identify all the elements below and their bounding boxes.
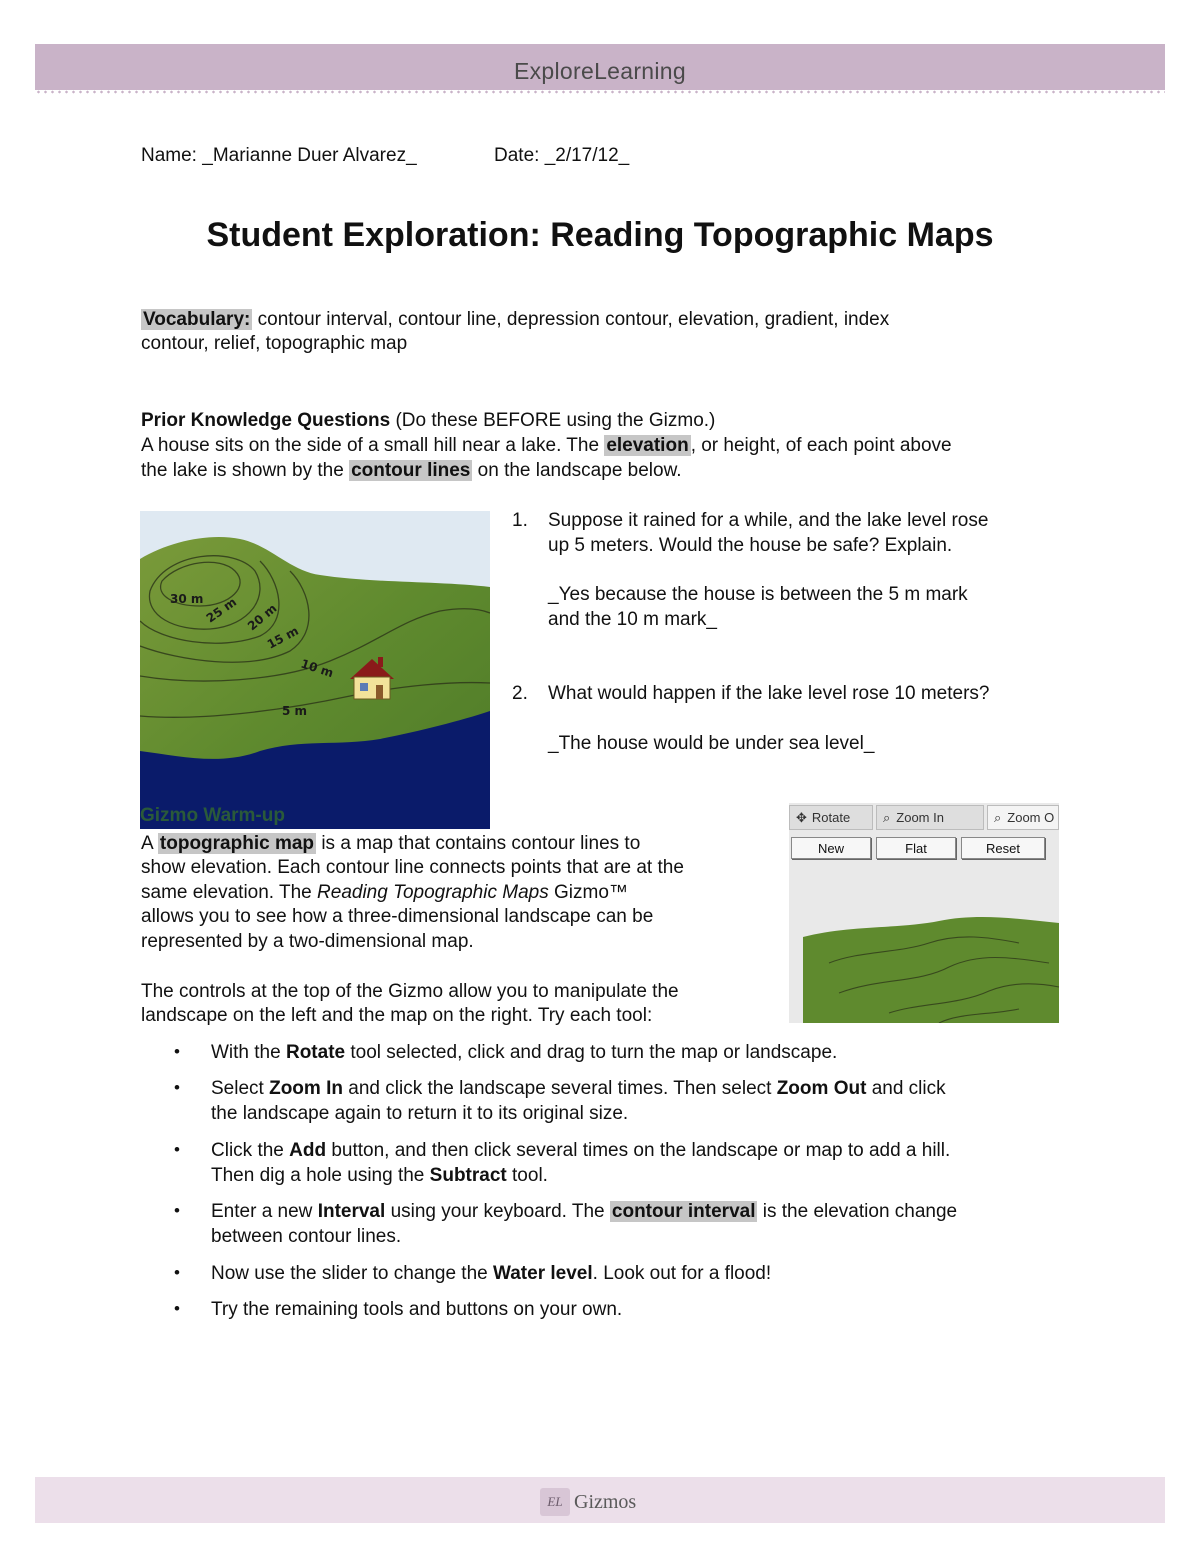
answer-1-line-2: and the 10 m mark_ [548, 609, 717, 630]
label-30m: 30 m [170, 592, 204, 606]
bullet-3-line-1 [211, 1138, 950, 1163]
text-span: the lake is shown by the [141, 460, 344, 481]
vocabulary-line-1 [141, 307, 889, 332]
name-label: Name: [141, 145, 197, 166]
term-rotate: Rotate [285, 1042, 346, 1063]
text-span: With the [211, 1042, 281, 1063]
new-button[interactable]: New [791, 837, 871, 859]
bullet-icon: • [174, 1078, 180, 1097]
vocabulary-label: Vocabulary: [143, 309, 251, 330]
page-title: Student Exploration: Reading Topographic Maps [206, 216, 994, 254]
term-contour-interval: contour interval [611, 1201, 756, 1222]
warmup-p1-line-5: represented by a two-dimensional map. [141, 931, 474, 952]
text-span: same elevation. The [141, 882, 312, 903]
term-contour-lines: contour lines [351, 460, 471, 481]
warmup-p1-line-1 [141, 831, 640, 856]
vocabulary-terms-1: contour interval, contour line, depression contour, elevation, gradient, index [257, 309, 890, 330]
date-label: Date: [494, 145, 540, 166]
gizmo-landscape-preview [789, 863, 1059, 1023]
gizmo-title-italic: Reading Topographic Maps [317, 882, 549, 903]
answer-1-line-1: _Yes because the house is between the 5 m mark [548, 584, 968, 605]
vocabulary-terms-2: contour, relief, topographic map [141, 333, 408, 354]
term-add: Add [289, 1140, 327, 1161]
text-span: is the elevation change [762, 1201, 958, 1222]
text-span: tool. [512, 1165, 548, 1186]
rotate-tool-button[interactable] [789, 805, 873, 830]
label-15m: 15 m [264, 623, 301, 652]
text-span: Then dig a hole using the [211, 1165, 425, 1186]
prior-knowledge-note: (Do these BEFORE using the Gizmo.) [395, 410, 716, 431]
text-span: A house sits on the side of a small hill near a lake. The [141, 435, 600, 456]
bullet-3-line-2 [211, 1163, 548, 1188]
text-span: on the landscape below. [477, 460, 682, 481]
term-elevation: elevation [606, 435, 689, 456]
question-2-line-1: What would happen if the lake level rose 10 meters? [548, 683, 990, 704]
bullet-icon: • [174, 1140, 180, 1159]
bullet-2-line-2: the landscape again to return it to its original size. [211, 1103, 629, 1124]
term-interval: Interval [317, 1201, 386, 1222]
term-topographic-map: topographic map [159, 833, 315, 854]
label-25m: 25 m [203, 594, 240, 626]
text-span: . Look out for a flood! [592, 1263, 772, 1284]
text-span: , or height, of each point above [690, 435, 952, 456]
text-span: tool selected, click and drag to turn the map or landscape. [350, 1042, 838, 1063]
question-1-line-2: up 5 meters. Would the house be safe? Explain. [548, 535, 953, 556]
warmup-p2-line-2: landscape on the left and the map on the right. Try each tool: [141, 1005, 653, 1026]
label-10m: 10 m [299, 656, 336, 681]
text-span: using your keyboard. The [390, 1201, 605, 1222]
label-20m: 20 m [244, 601, 280, 634]
prior-knowledge-line-2 [141, 458, 682, 483]
gizmos-logo-text: Gizmos [574, 1490, 637, 1513]
text-span: and click [871, 1078, 946, 1099]
zoom-out-tool-button[interactable] [987, 805, 1059, 830]
question-2-number: 2. [512, 683, 528, 704]
bullet-icon: • [174, 1299, 180, 1318]
magnifier-icon: ⌕ [883, 809, 891, 825]
bullet-4-line-1 [211, 1199, 957, 1224]
name-value: _Marianne Duer Alvarez_ [202, 145, 417, 166]
prior-knowledge-title: Prior Knowledge Questions [141, 410, 391, 431]
name-line [141, 143, 417, 168]
text-span: is a map that contains contour lines to [321, 833, 641, 854]
text-span: Gizmo™ [554, 882, 628, 903]
text-span: button, and then click several times on the landscape or map to add a hill. [331, 1140, 951, 1161]
text-span: Now use the slider to change the [211, 1263, 488, 1284]
term-water-level: Water level [493, 1263, 593, 1284]
warmup-p2-line-1: The controls at the top of the Gizmo allow you to manipulate the [141, 981, 679, 1002]
question-1-line-1: Suppose it rained for a while, and the lake level rose [548, 510, 989, 531]
warmup-p1-line-3 [141, 880, 628, 905]
bullet-5-text [211, 1261, 771, 1286]
date-line [494, 143, 629, 168]
prior-knowledge-heading [141, 408, 715, 433]
landscape-illustration [140, 511, 490, 829]
term-subtract: Subtract [429, 1165, 507, 1186]
warmup-p1-line-4: allows you to see how a three-dimensional landscape can be [141, 906, 654, 927]
answer-2-line-1: _The house would be under sea level_ [548, 733, 875, 754]
text-span: A [141, 833, 153, 854]
warmup-p1-line-2: show elevation. Each contour line connects points that are at the [141, 857, 684, 878]
warmup-heading: Gizmo Warm-up [140, 805, 285, 826]
term-zoom-in: Zoom In [269, 1078, 343, 1099]
bullet-icon: • [174, 1042, 180, 1061]
text-span: Enter a new [211, 1201, 313, 1222]
text-span: Click the [211, 1140, 284, 1161]
text-span: Select [211, 1078, 264, 1099]
label-5m: 5 m [282, 704, 308, 718]
term-zoom-out: Zoom Out [776, 1078, 867, 1099]
preview-hill [803, 917, 1059, 1023]
bullet-icon: • [174, 1263, 180, 1282]
zoom-in-label: Zoom In [896, 810, 944, 825]
explorelearning-logo: ExploreLearning [513, 58, 686, 84]
gizmo-panel-screenshot [789, 803, 1059, 1023]
flat-button[interactable]: Flat [876, 837, 956, 859]
prior-knowledge-line-1 [141, 433, 952, 458]
bullet-icon: • [174, 1201, 180, 1220]
gizmos-logo-icon: EL [540, 1488, 570, 1516]
bullet-4-line-2: between contour lines. [211, 1226, 402, 1247]
zoom-in-tool-button[interactable] [876, 805, 984, 830]
bullet-6-text: Try the remaining tools and buttons on your own. [211, 1299, 623, 1320]
zoom-out-label: Zoom O [1007, 810, 1055, 825]
text-span: and click the landscape several times. Then select [348, 1078, 772, 1099]
magnifier-icon: ⌕ [994, 809, 1002, 825]
move-arrows-icon: ✥ [796, 809, 807, 825]
date-value: _2/17/12_ [544, 145, 630, 166]
bullet-1-text [211, 1040, 837, 1065]
question-1-number: 1. [512, 510, 528, 531]
gizmos-logo [540, 1487, 636, 1517]
bullet-2-line-1 [211, 1076, 946, 1101]
reset-button[interactable]: Reset [961, 837, 1045, 859]
rotate-label: Rotate [811, 810, 851, 825]
header-dotted-rule [35, 90, 1165, 94]
